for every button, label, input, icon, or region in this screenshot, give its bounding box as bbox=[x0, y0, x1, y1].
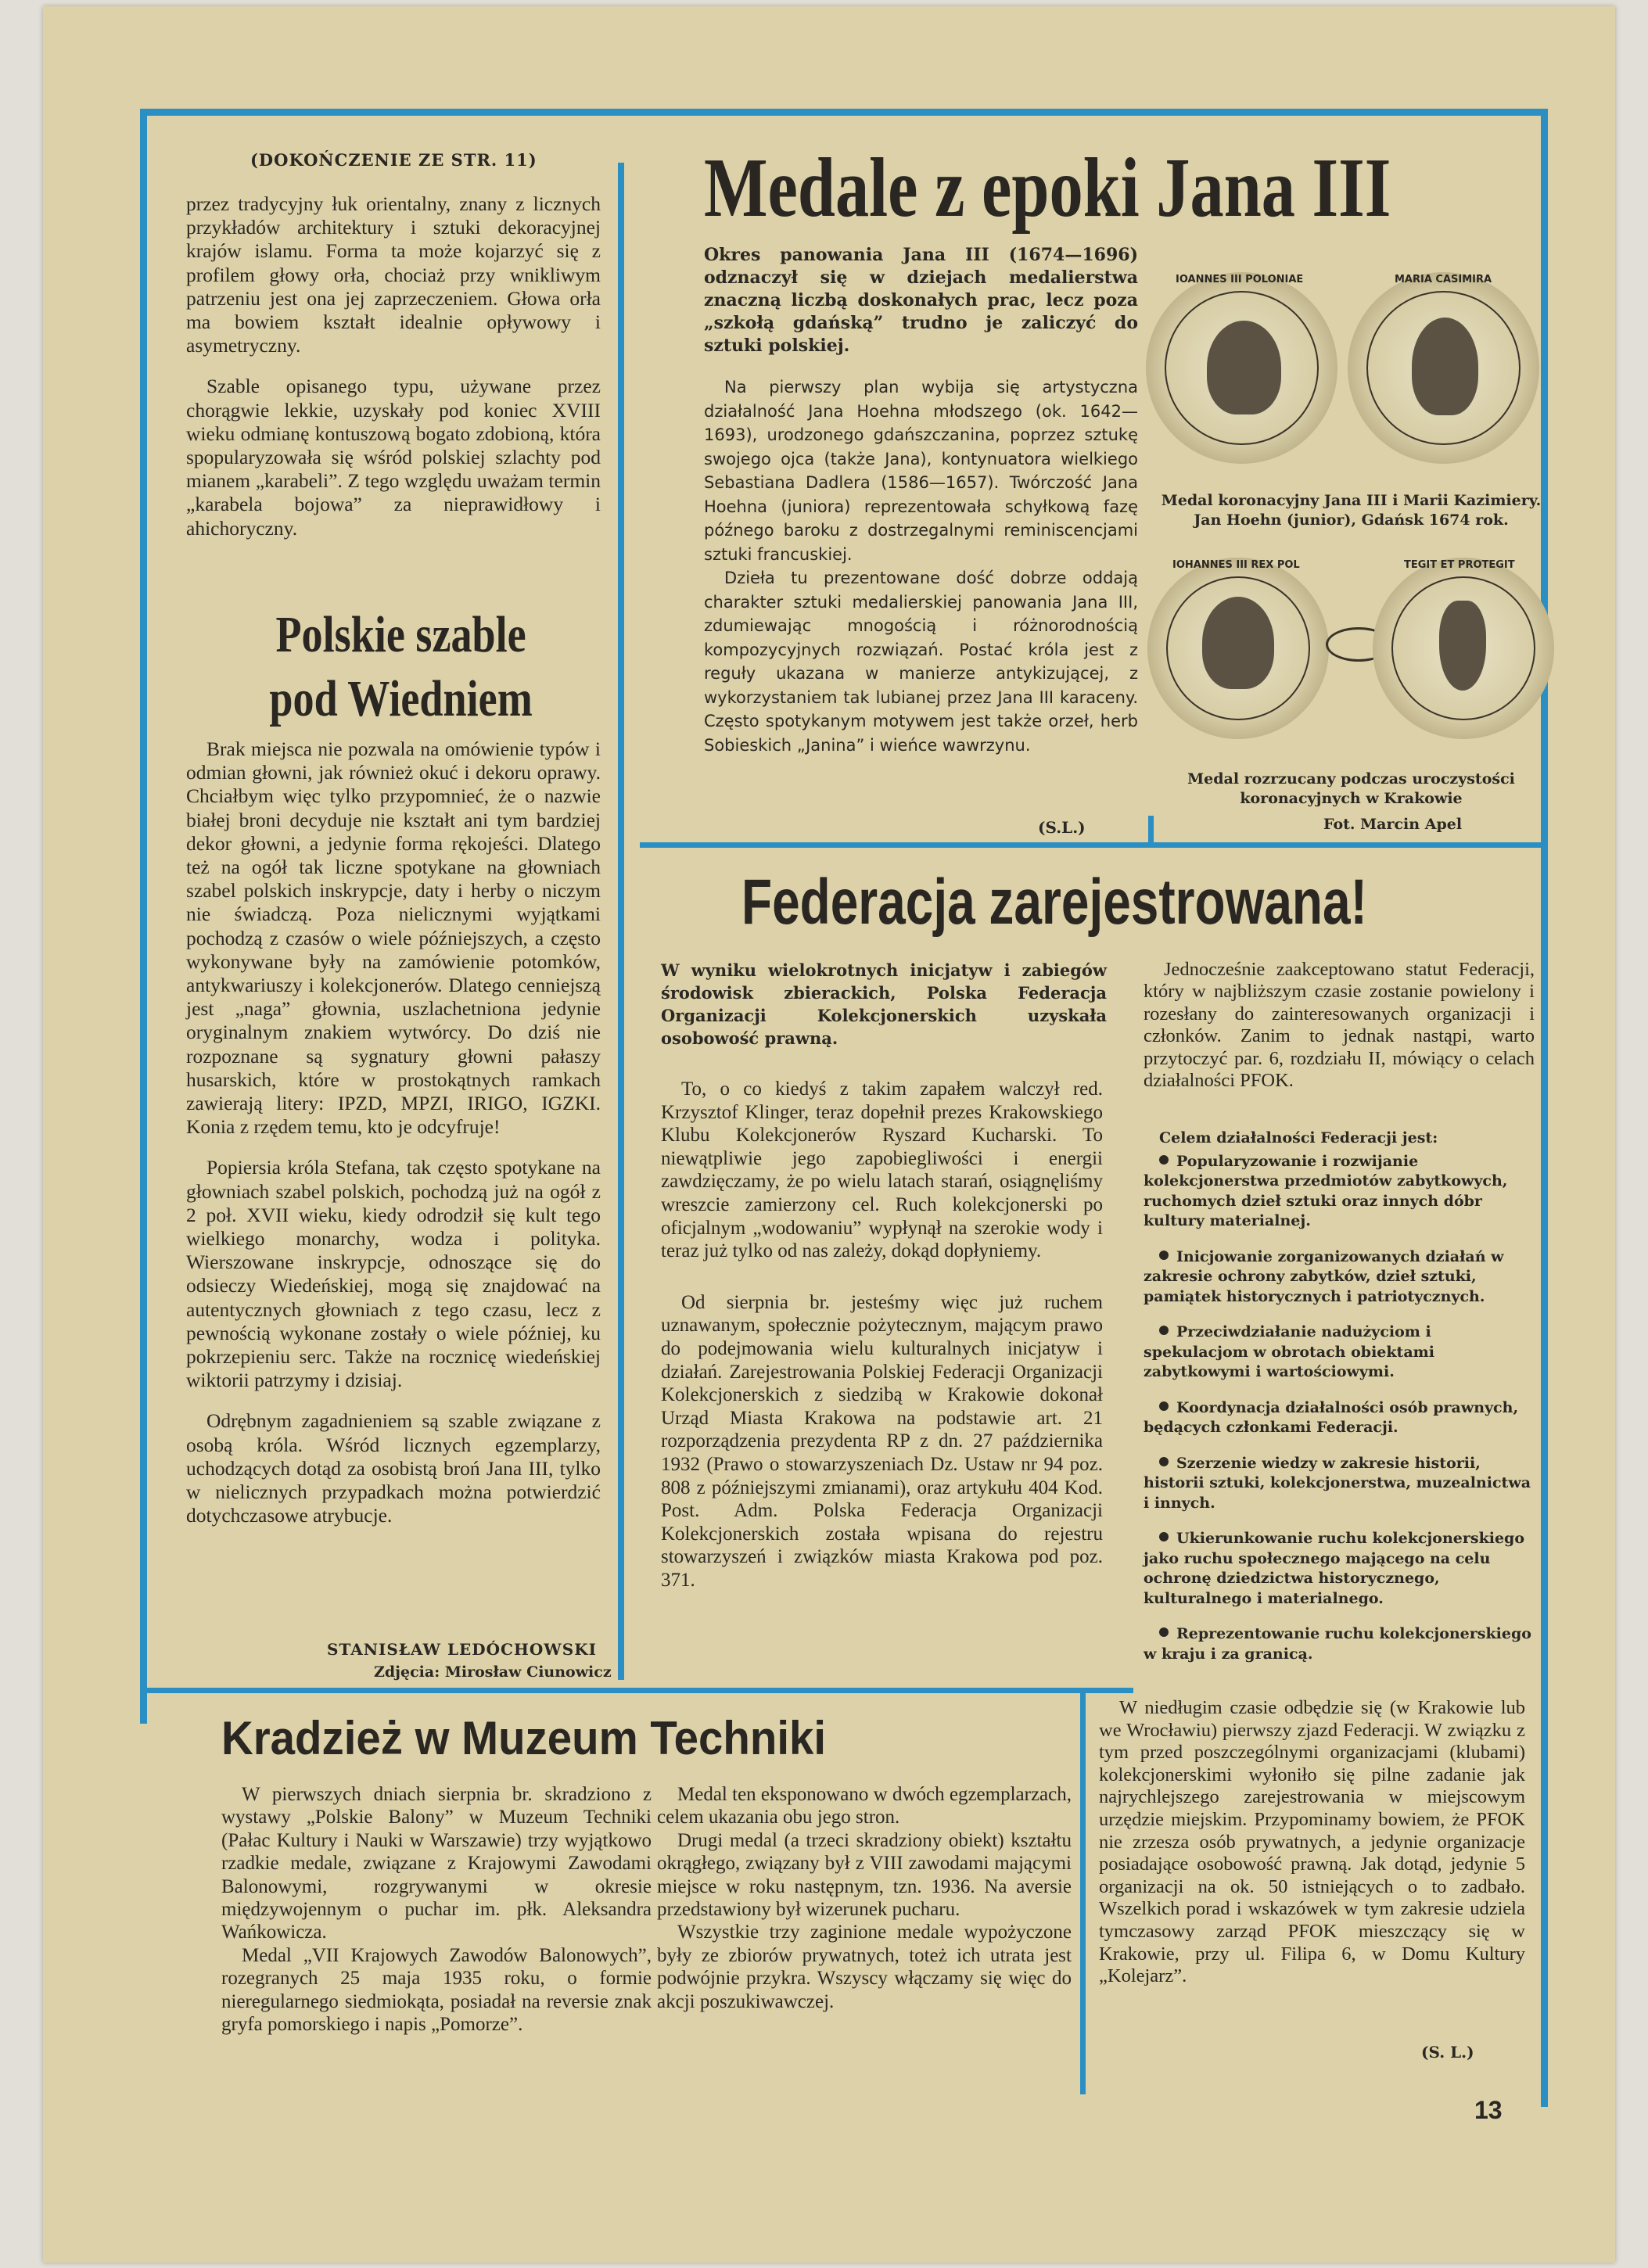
divider-kradziez-right bbox=[1080, 1688, 1086, 2094]
king-bust bbox=[1207, 321, 1281, 414]
kradziez-title: Kradzież w Muzeum Techniki bbox=[221, 1712, 827, 1764]
author-name: STANISŁAW LEDÓCHOWSKI bbox=[327, 1640, 597, 1659]
paragraph: To, o co kiedyś z takim zapałem walczył red. Krzysztof Klinger, teraz dopełnił prezes Krakowskiego Klubu Kolekcjonerów Ryszard Kucharski. To niewątpliwie jego zapobiegliwości i energii zawdzięczamy, że po wielu latach starań, osiągnęliśmy wreszcie zamierzony cel. Ruch kolekcjonerski po oficjalnym „wodowaniu” wypłynął na szerokie wody i teraz już tylko od nas zależy, dokąd dopłyniemy. bbox=[661, 1078, 1103, 1262]
aim-text: Popularyzowanie i rozwijanie kolekcjonerstwa przedmiotów zabytkowych, ruchomych dzieł sztuki oraz innych dóbr kultury materialnej. bbox=[1144, 1152, 1508, 1229]
federacja-aims bbox=[1144, 1129, 1535, 1680]
photo-credit-medale: Fot. Marcin Apel bbox=[1323, 816, 1463, 833]
magazine-page bbox=[43, 6, 1615, 2263]
coronation-medal-reverse bbox=[1348, 272, 1539, 464]
bullet-icon bbox=[1159, 1401, 1169, 1411]
paragraph: Drugi medal (a trzeci skradziony obiekt) kształtu okrągłego, związany był z VIII zawodami mającymi miejsce w roku następnym, tzn. 1936. Na aversie przedstawiony był wizerunek pucharu. bbox=[657, 1829, 1072, 1921]
aim-item bbox=[1144, 1454, 1535, 1514]
aim-text: Inicjowanie zorganizowanych działań w zakresie ochrony zabytków, dzieł sztuki, pamiątek historycznych i patriotycznych. bbox=[1144, 1247, 1504, 1305]
coronation-medal-obverse bbox=[1146, 272, 1337, 464]
crown-shield-icon bbox=[1439, 601, 1486, 691]
left-column-bottom bbox=[186, 737, 601, 1545]
coin-legend: IOANNES III POLONIAE bbox=[1176, 274, 1304, 285]
photo-credit-left: Zdjęcia: Mirosław Ciunowicz bbox=[374, 1663, 612, 1681]
heading-line: pod Wiedniem bbox=[269, 670, 533, 727]
kradziez-col1 bbox=[221, 1783, 652, 2053]
paragraph: Brak miejsca nie pozwala na omówienie typów i odmian głowni, jak również okuć i dekoru oprawy. Chciałbym więc tylko przypomnieć, że o nazwie białej broni decyduje nie kształt ani tym bardziej dekor głowni, a jedynie forma rękojeści. Dlatego też na ogół tak liczne spotykane na głowniach szabel polskich inskrypcje, daty i herby o niczym nie świadczą. Poza nielicznymi wyjątkami pochodzą z czasów o wiele późniejszych, a często wykonywane były na zamówienie potomków, antykwariuszy i kolekcjonerów. Dlatego cenniejszą jest „naga” głownia, uszlachetniona jedynie oryginalnym znakiem wytwórcy. Do dziś nie rozpoznane są sygnatury głowni pałaszy husarskich, które w prostokątnych ramkach zawierają litery: IPZD, MPZI, IRIGO, IGZKI. Konia z rzędem temu, kto je odcyfruje! bbox=[186, 737, 601, 1139]
page-number: 13 bbox=[1474, 2096, 1503, 2124]
frame-right-rule bbox=[1541, 109, 1548, 2107]
aims-title: Celem działalności Federacji jest: bbox=[1159, 1129, 1438, 1147]
divider-medale-federacja-end bbox=[1148, 816, 1154, 847]
medale-lead: Okres panowania Jana III (1674—1696) odznaczył się w dziejach medalierstwa znaczną liczbą doskonałych prac, lecz poza „szkołą gdańską” trudno je zaliczyć do sztuki polskiej. bbox=[704, 245, 1138, 356]
coin-legend: MARIA CASIMIRA bbox=[1395, 274, 1492, 285]
queen-bust bbox=[1412, 318, 1478, 415]
aim-item bbox=[1144, 1529, 1535, 1609]
federacja-closing: W niedługim czasie odbędzie się (w Krakowie lub we Wrocławiu) pierwszy zjazd Federacji. W związku z tym przed poszczególnymi organizacjami (klubami) kolekcjonerskimi wyłoniło się pilne zadanie jak najrychlejszego zarejestrowania w miejscowym urzędzie miejskim. Przypominamy bowiem, że PFOK nie zrzesza osób prywatnych, a jedynie organizacje posiadające osobowość prawną. Jak dotąd, jedynie 5 organizacji na ok. 50 istniejących o to zadbało. Wszelkich porad i wskazówek w tym zakresie udziela tymczasowy zarząd PFOK mieszczący się w Krakowie, przy ul. Filipa 6, w Domu Kultury „Kolejarz”. bbox=[1099, 1697, 1525, 1987]
bullet-icon bbox=[1159, 1457, 1169, 1466]
king-bust bbox=[1202, 597, 1274, 689]
coin-legend: IOHANNES III REX POL bbox=[1172, 559, 1300, 571]
bullet-icon bbox=[1159, 1532, 1169, 1541]
paragraph: Medal „VII Krajowych Zawodów Balonowych”, rozegranych 25 maja 1935 roku, o formie nieregularnego siedmiokąta, posiadał na reversie znak gryfa pomorskiego i napis „Pomorze”. bbox=[221, 1944, 652, 2036]
paragraph: Popiersia króla Stefana, tak często spotykane na głowniach szabel polskich, pochodzą już na ogół z 2 poł. XVII wieku, kiedy odrodził się kult tego wielkiego monarchy, wodza i polityka. Wierszowane inskrypcje, odnoszące się do odsieczy Wiedeńskiej, mogą się znajdować na autentycznych głowniach z tego czasu, lecz z pewnością wykonane zostały o wiele później, ku pokrzepieniu serc. Także na rocznicę wiedeńskiej wiktorii patrzymy i dzisiaj. bbox=[186, 1156, 601, 1392]
aim-text: Reprezentowanie ruchu kolekcjonerskiego w kraju i za granicą. bbox=[1144, 1625, 1531, 1663]
bullet-icon bbox=[1159, 1627, 1169, 1637]
medale-title: Medale z epoki Jana III bbox=[704, 142, 1391, 235]
paragraph: Odrębnym zagadnieniem są szable związane z osobą króla. Wśród licznych egzemplarzy, uchodzących dotąd za osobistą broń Jana III, tylko w nielicznych przypadkach można potwierdzić dotychczasowe atrybucje. bbox=[186, 1409, 601, 1527]
coronation-throw-medal-reverse bbox=[1373, 558, 1554, 739]
divider-kradziez-top bbox=[140, 1688, 1133, 1693]
continued-note: (DOKOŃCZENIE ZE STR. 11) bbox=[250, 150, 537, 170]
paragraph: Medal ten eksponowano w dwóch egzemplarzach, celem ukazania obu jego stron. bbox=[657, 1784, 1072, 1828]
paragraph: Od sierpnia br. jesteśmy więc już ruchem uznawanym, społecznie pożytecznym, mającym prawo do podejmowania wielu kulturalnych inicjatyw i działań. Zarejestrowania Polskiej Federacji Organizacji Kolekcjonerskich z siedzibą w Krakowie dokonał Urząd Miasta Krakowa na podstawie art. 21 rozporządzenia prezydenta RP z dn. 27 października 1932 (Prawo o stowarzyszeniach Dz. Ustaw nr 94 poz. 808 z późniejszymi zmianami), oraz artykułu 404 Kod. Post. Adm. Polska Federacja Organizacji Kolekcjonerskich została wpisana do rejestru stowarzyszeń i związków miasta Krakowa pod poz. 371. bbox=[661, 1291, 1103, 1591]
coin-legend: TEGIT ET PROTEGIT bbox=[1404, 559, 1515, 571]
aim-item bbox=[1144, 1152, 1535, 1232]
bullet-icon bbox=[1159, 1251, 1169, 1260]
aim-item bbox=[1144, 1322, 1535, 1383]
caption-throw-medal: Medal rozrzucany podczas uroczystości koronacyjnych w Krakowie bbox=[1187, 770, 1515, 807]
federacja-left-body bbox=[661, 1078, 1103, 1609]
paragraph: Dzieła tu prezentowane dość dobrze oddają charakter sztuki medalierskiej panowania Jana III, zdumiewając mnogością i różnorodnością kompozycyjnych rozwiązań. Postać króla jest z reguły ukazana w manierze antykizującej, z wykorzystaniem tak lubianej przez Jana III karaceny. Często spotykanym motywem jest także orzeł, herb Sobieskich „Janina” i wieńce wawrzynu. bbox=[704, 569, 1138, 755]
paragraph: przez tradycyjny łuk orientalny, znany z licznych przykładów architektury i sztuki dekoracyjnej krajów islamu. Forma ta może kojarzyć się z profilem głowy orła, chociaż przy wnikliwym patrzeniu jest ona jej zaprzeczeniem. Głowa orła ma bowiem kształt idealnie opływowy i asymetryczny. bbox=[186, 192, 601, 357]
section-heading-szable bbox=[221, 603, 580, 731]
medale-body bbox=[704, 375, 1138, 774]
federacja-title: Federacja zarejestrowana! bbox=[741, 867, 1367, 938]
paragraph: Wszystkie trzy zaginione medale wypożyczone były ze zbiorów prywatnych, toteż ich utrata jest podwójnie przykra. Wszyscy włączamy się więc do akcji poszukiwawczej. bbox=[657, 1922, 1072, 2012]
kradziez-col2 bbox=[657, 1783, 1072, 2030]
coronation-throw-medal-obverse bbox=[1147, 558, 1329, 739]
divider-left-middle bbox=[618, 163, 624, 1680]
federacja-sign: (S. L.) bbox=[1421, 2043, 1474, 2062]
aim-item bbox=[1144, 1624, 1535, 1664]
frame-left-rule bbox=[140, 109, 147, 1724]
aim-item bbox=[1144, 1398, 1535, 1438]
aim-text: Ukierunkowanie ruchu kolekcjonerskiego jako ruchu społecznego mającego na celu ochronę dziedzictwa historycznego, kulturalnego i materialnego. bbox=[1144, 1530, 1525, 1607]
heading-line: Polskie szable bbox=[275, 606, 526, 663]
federacja-right-intro: Jednocześnie zaakceptowano statut Federacji, który w najbliższym czasie zostanie powielony i rozesłany do zainteresowanych organizacji i członków. Zanim to jednak nastąpi, warto przytoczyć par. 6, rozdziału II, mówiący o celach działalności PFOK. bbox=[1144, 959, 1535, 1092]
federacja-lead: W wyniku wielokrotnych inicjatyw i zabiegów środowisk zbierackich, Polska Federacja Organizacji Kolekcjonerskich uzyskała osobowość prawną. bbox=[661, 960, 1107, 1048]
aim-text: Koordynacja działalności osób prawnych, będących członkami Federacji. bbox=[1144, 1398, 1519, 1436]
aim-item bbox=[1144, 1247, 1535, 1308]
frame-top-rule bbox=[140, 109, 1548, 116]
aim-text: Szerzenie wiedzy w zakresie historii, historii sztuki, kolekcjonerstwa, muzealnictwa i innych. bbox=[1144, 1454, 1531, 1512]
paragraph: W pierwszych dniach sierpnia br. skradziono z wystawy „Polskie Balony” w Muzeum Techniki (Pałac Kultury i Nauki w Warszawie) trzy wyjątkowo rzadkie medale, związane z Krajowymi Zawodami Balonowymi, rozgrywanymi w okresie międzywojennym o puchar im. płk. Aleksandra Wańkowicza. bbox=[221, 1784, 652, 1943]
medale-sign: (S.L.) bbox=[1038, 818, 1086, 837]
paragraph: Szable opisanego typu, używane przez chorągwie lekkie, uzyskały pod koniec XVIII wieku odmianę kontuszową bogato zdobioną, która spopularyzowała się wśród polskiej szlachty pod mianem „karabeli”. Z tego względu uważam termin „karabela bojowa” za nieprawidłowy i ahichoryczny. bbox=[186, 375, 601, 540]
divider-medale-federacja bbox=[640, 842, 1543, 848]
left-column-top bbox=[186, 192, 601, 558]
caption-coronation-medal: Medal koronacyjny Jana III i Marii Kazimiery. Jan Hoehn (junior), Gdańsk 1674 rok. bbox=[1161, 492, 1542, 529]
aim-text: Przeciwdziałanie nadużyciom i spekulacjom w obrotach obiektami zabytkowymi i wartościowymi. bbox=[1144, 1323, 1434, 1380]
bullet-icon bbox=[1159, 1155, 1169, 1165]
bullet-icon bbox=[1159, 1326, 1169, 1335]
paragraph: Na pierwszy plan wybija się artystyczna działalność Jana Hoehna młodszego (ok. 1642—1693), urodzonego gdańszczanina, poprzez sztukę swojego ojca (także Jana), kontynuatora wielkiego Sebastiana Dadlera (1586—1657). Twórczość Jana Hoehna (juniora) reprezentowała schyłkową fazę późnego baroku z dostrzegalnymi reminiscencjami sztuki francuskiej. bbox=[704, 378, 1138, 564]
